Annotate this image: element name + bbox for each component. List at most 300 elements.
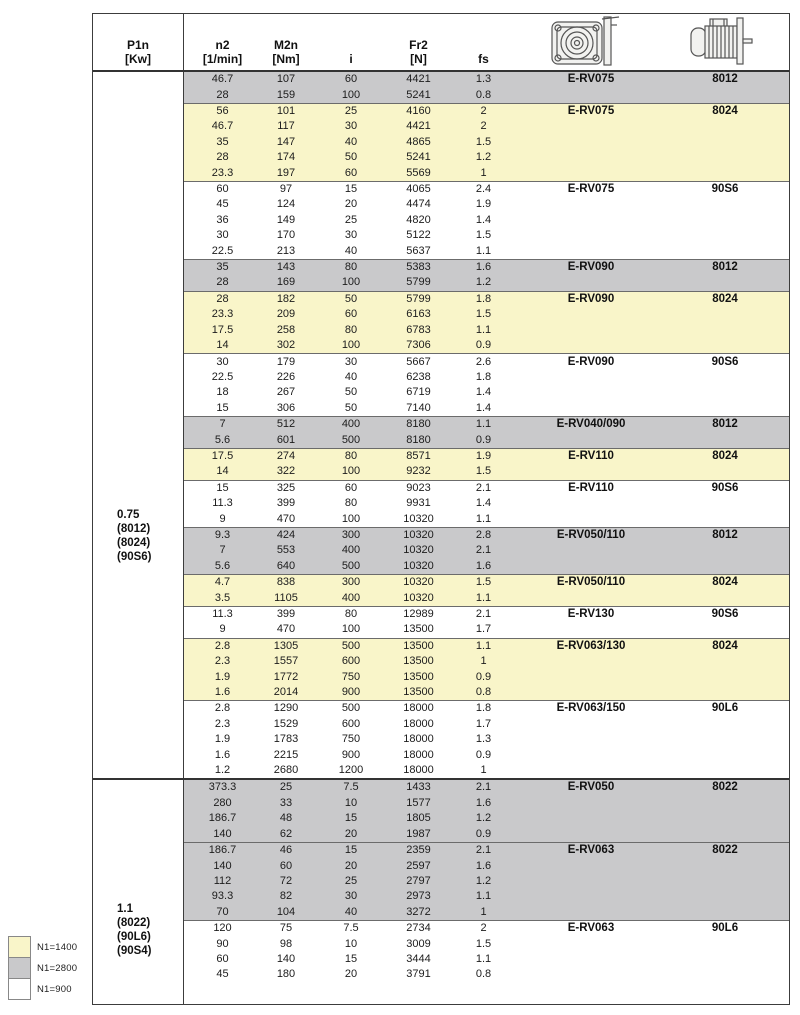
table-row	[184, 307, 789, 322]
table-row	[184, 936, 789, 951]
p1n-line: (90L6)	[117, 931, 151, 944]
i-value: 30	[344, 355, 358, 368]
motor-size: 90L6	[711, 702, 739, 715]
table-row	[184, 119, 789, 134]
table-row	[184, 260, 789, 275]
i-value: 500	[341, 639, 361, 652]
fs-value: 1.1	[475, 244, 492, 257]
table-row	[184, 921, 789, 936]
p1n-line: (8022)	[117, 917, 151, 930]
i-value: 80	[344, 608, 358, 621]
n2-value: 1.9	[214, 670, 231, 683]
table-row	[184, 559, 789, 574]
m2n-value: 302	[276, 339, 296, 352]
fs-value: 0.9	[475, 339, 492, 352]
i-value: 30	[344, 120, 358, 133]
n2-value: 7	[219, 544, 226, 557]
m2n-value: 226	[276, 370, 296, 383]
p1n-section	[93, 778, 789, 1004]
fs-value: 1.4	[475, 386, 492, 399]
table-row	[184, 243, 789, 258]
rating-group	[184, 104, 789, 182]
fr2-value: 2973	[406, 890, 431, 903]
n2-value: 46.7	[211, 120, 234, 133]
i-value: 400	[341, 544, 361, 557]
i-value: 50	[344, 151, 358, 164]
p1n-section	[93, 72, 789, 778]
i-value: 80	[344, 261, 358, 274]
fr2-value: 9931	[406, 497, 431, 510]
m2n-value: 1557	[273, 655, 299, 668]
fs-value: 0.8	[475, 686, 492, 699]
table-row	[184, 150, 789, 165]
fr2-value: 1577	[406, 796, 431, 809]
motor-size: 8012	[712, 261, 738, 274]
table-row	[184, 811, 789, 826]
n2-value: 2.8	[214, 702, 231, 715]
rating-group	[184, 639, 789, 702]
table-row	[184, 449, 789, 464]
fs-value: 0.9	[475, 827, 492, 840]
i-value: 80	[344, 449, 358, 462]
n2-value: 280	[213, 796, 232, 809]
table-row	[184, 575, 789, 590]
fr2-value: 5799	[406, 276, 431, 289]
fs-value: 2	[480, 105, 487, 118]
table-row	[184, 967, 789, 982]
model-name: E-RV063	[567, 844, 615, 857]
i-value: 300	[341, 576, 361, 589]
fs-value: 1.3	[475, 733, 492, 746]
p1n-cell	[93, 780, 184, 1004]
n2-value: 22.5	[211, 370, 234, 383]
legend-item	[8, 957, 77, 979]
i-value: 100	[341, 512, 361, 525]
fs-value: 1.1	[475, 512, 492, 525]
ratings-table	[92, 13, 790, 1005]
fs-value: 1.5	[475, 576, 492, 589]
n2-value: 46.7	[211, 73, 234, 86]
motor-size: 90S6	[711, 608, 739, 621]
legend-label: N1=900	[37, 983, 72, 995]
fs-value: 1.1	[475, 418, 492, 431]
fr2-value: 7306	[406, 339, 431, 352]
fr2-value: 10320	[403, 528, 434, 541]
fr2-value: 4820	[406, 213, 431, 226]
table-body	[93, 72, 789, 1004]
i-value: 500	[341, 559, 361, 572]
n2-value: 15	[216, 481, 229, 494]
n2-value: 90	[216, 937, 229, 950]
legend-swatch	[8, 957, 31, 979]
fs-value: 1.3	[475, 73, 492, 86]
model-name: E-RV063/130	[556, 639, 626, 652]
n2-value: 35	[216, 261, 229, 274]
motor-size: 8024	[712, 576, 738, 589]
i-value: 25	[344, 874, 358, 887]
m2n-value: 60	[279, 859, 293, 872]
m2n-value: 1772	[273, 670, 299, 683]
fr2-value: 5637	[406, 244, 431, 257]
n2-value: 70	[216, 905, 229, 918]
col-header-n2-line1: n2	[215, 38, 230, 52]
fs-value: 1	[480, 655, 487, 668]
fr2-value: 2597	[406, 859, 431, 872]
p1n-cell	[93, 72, 184, 778]
n2-value: 45	[216, 968, 229, 981]
rating-group	[184, 260, 789, 292]
table-row	[184, 292, 789, 307]
motor-size: 8012	[712, 528, 738, 541]
m2n-value: 107	[276, 73, 296, 86]
m2n-value: 1529	[273, 717, 299, 730]
p1n-value	[117, 508, 152, 564]
fr2-value: 3009	[406, 937, 431, 950]
m2n-value: 140	[276, 952, 296, 965]
m2n-value: 124	[276, 198, 296, 211]
m2n-value: 101	[276, 105, 296, 118]
fr2-value: 2797	[406, 874, 431, 887]
m2n-value: 1783	[273, 733, 299, 746]
table-row	[184, 685, 789, 700]
i-value: 15	[344, 812, 358, 825]
fr2-value: 6238	[406, 370, 431, 383]
fs-value: 1.5	[475, 229, 492, 242]
table-row	[184, 182, 789, 197]
m2n-value: 174	[276, 151, 296, 164]
m2n-value: 182	[276, 292, 296, 305]
n2-value: 93.3	[211, 890, 234, 903]
n2-value: 140	[213, 859, 232, 872]
m2n-value: 399	[276, 608, 296, 621]
n2-value: 373.3	[208, 781, 237, 794]
n2-value: 14	[216, 465, 229, 478]
rating-group	[184, 417, 789, 449]
fs-value: 0.9	[475, 670, 492, 683]
n2-value: 18	[216, 386, 229, 399]
fr2-value: 18000	[403, 748, 434, 761]
col-header-ratio	[311, 14, 391, 70]
i-value: 100	[341, 276, 361, 289]
n2-value: 2.3	[214, 655, 231, 668]
fs-value: 1.6	[475, 859, 492, 872]
fr2-value: 4474	[406, 198, 431, 211]
fr2-value: 6719	[406, 386, 431, 399]
i-value: 80	[344, 323, 358, 336]
rating-groups	[184, 72, 789, 778]
i-value: 300	[341, 528, 361, 541]
speed-legend	[8, 937, 77, 1000]
model-name: E-RV063	[567, 922, 615, 935]
fr2-value: 4421	[406, 73, 431, 86]
fr2-value: 5122	[406, 229, 431, 242]
rating-group	[184, 182, 789, 260]
legend-label: N1=1400	[37, 941, 78, 953]
table-row	[184, 528, 789, 543]
col-header-gearbox	[521, 14, 661, 70]
fr2-value: 13500	[403, 655, 434, 668]
n2-value: 30	[216, 229, 229, 242]
n2-value: 28	[216, 292, 229, 305]
n2-value: 60	[216, 183, 229, 196]
m2n-value: 838	[276, 576, 296, 589]
fs-value: 2.1	[475, 608, 492, 621]
m2n-value: 46	[279, 844, 293, 857]
model-name: E-RV110	[568, 449, 614, 462]
fs-value: 0.9	[475, 748, 492, 761]
i-value: 600	[341, 655, 361, 668]
motor-size: 8024	[712, 105, 738, 118]
fr2-value: 3791	[406, 968, 431, 981]
fr2-value: 12989	[403, 608, 434, 621]
n2-value: 1.9	[214, 733, 231, 746]
m2n-value: 82	[279, 890, 293, 903]
model-name: E-RV090	[567, 292, 615, 305]
i-value: 40	[344, 905, 358, 918]
table-row	[184, 228, 789, 243]
fr2-value: 5667	[406, 355, 431, 368]
fs-value: 1.9	[475, 198, 492, 211]
n2-value: 23.3	[211, 166, 234, 179]
table-row	[184, 717, 789, 732]
table-row	[184, 780, 789, 795]
m2n-value: 601	[276, 433, 296, 446]
n2-value: 1.2	[214, 764, 231, 777]
n2-value: 5.6	[214, 433, 231, 446]
fr2-value: 4160	[406, 105, 431, 118]
rating-group	[184, 780, 789, 843]
col-header-m2n-line1: M2n	[274, 38, 298, 52]
fr2-value: 4065	[406, 183, 431, 196]
i-value: 60	[344, 481, 358, 494]
i-value: 40	[344, 370, 358, 383]
fs-value: 2.1	[475, 481, 492, 494]
col-header-p1n	[93, 14, 184, 70]
col-header-m2n	[261, 14, 311, 70]
fr2-value: 5241	[406, 88, 431, 101]
table-header	[93, 14, 789, 72]
m2n-value: 209	[276, 308, 296, 321]
n2-value: 17.5	[211, 323, 234, 336]
n2-value: 9	[219, 623, 226, 636]
fr2-value: 5383	[406, 261, 431, 274]
fr2-value: 18000	[403, 702, 434, 715]
fr2-value: 7140	[406, 401, 431, 414]
table-row	[184, 889, 789, 904]
m2n-value: 170	[276, 229, 296, 242]
rating-group	[184, 575, 789, 607]
n2-value: 28	[216, 88, 229, 101]
i-value: 60	[344, 73, 358, 86]
table-row	[184, 370, 789, 385]
m2n-value: 512	[276, 418, 296, 431]
n2-value: 3.5	[214, 591, 231, 604]
table-row	[184, 87, 789, 102]
table-row	[184, 197, 789, 212]
fs-value: 2.1	[475, 844, 492, 857]
model-name: E-RV063/150	[556, 702, 626, 715]
m2n-value: 180	[276, 968, 296, 981]
rating-group	[184, 354, 789, 417]
col-header-ratio-label: i	[349, 51, 353, 66]
n2-value: 9.3	[214, 528, 231, 541]
m2n-value: 197	[276, 166, 296, 179]
n2-value: 11.3	[212, 608, 233, 621]
n2-value: 1.6	[214, 686, 231, 699]
rating-group	[184, 449, 789, 481]
fs-value: 1.8	[475, 702, 492, 715]
col-header-m2n-line2: [Nm]	[272, 51, 300, 66]
table-row	[184, 72, 789, 87]
fs-value: 1	[480, 166, 487, 179]
table-row	[184, 747, 789, 762]
m2n-value: 143	[276, 261, 296, 274]
i-value: 100	[341, 465, 361, 478]
table-row	[184, 827, 789, 842]
m2n-value: 267	[276, 386, 296, 399]
table-row	[184, 385, 789, 400]
p1n-line: (8024)	[117, 537, 151, 549]
fr2-value: 13500	[403, 639, 434, 652]
fr2-value: 18000	[403, 717, 434, 730]
table-row	[184, 654, 789, 669]
i-value: 100	[341, 339, 361, 352]
fr2-value: 4421	[406, 120, 431, 133]
fr2-value: 6163	[406, 308, 431, 321]
n2-value: 2.3	[214, 717, 231, 730]
fr2-value: 9232	[406, 465, 431, 478]
p1n-line: (90S6)	[117, 551, 152, 563]
motor-size: 8012	[712, 418, 738, 431]
i-value: 15	[344, 952, 358, 965]
col-header-n2	[184, 14, 261, 70]
m2n-value: 424	[276, 528, 296, 541]
m2n-value: 2014	[273, 686, 299, 699]
model-name: E-RV075	[567, 105, 615, 118]
model-name: E-RV110	[568, 481, 614, 494]
m2n-value: 553	[276, 544, 296, 557]
i-value: 80	[344, 497, 358, 510]
col-header-n2-line2: [1/min]	[202, 51, 243, 66]
p1n-line: 1.1	[117, 903, 133, 916]
m2n-value: 1305	[273, 639, 299, 652]
n2-value: 7	[219, 418, 226, 431]
table-row	[184, 639, 789, 654]
rating-group	[184, 481, 789, 528]
table-row	[184, 354, 789, 369]
m2n-value: 25	[279, 781, 293, 794]
rating-group	[184, 607, 789, 639]
fs-value: 1.1	[475, 591, 492, 604]
fs-value: 2.1	[475, 781, 492, 794]
motor-size: 8024	[712, 639, 738, 652]
fs-value: 0.8	[475, 968, 492, 981]
m2n-value: 147	[276, 135, 296, 148]
fs-value: 1.5	[475, 937, 492, 950]
n2-value: 28	[216, 151, 229, 164]
table-row	[184, 165, 789, 180]
fr2-value: 2359	[406, 844, 431, 857]
i-value: 400	[341, 418, 361, 431]
n2-value: 36	[216, 213, 229, 226]
table-row	[184, 905, 789, 920]
rating-group	[184, 843, 789, 921]
n2-value: 60	[216, 952, 229, 965]
fr2-value: 4865	[406, 135, 431, 148]
n2-value: 2.8	[214, 639, 231, 652]
i-value: 50	[344, 292, 358, 305]
i-value: 900	[341, 686, 361, 699]
fs-value: 1	[480, 764, 487, 777]
motor-size: 90S6	[711, 481, 739, 494]
fs-value: 1.1	[475, 323, 492, 336]
fr2-value: 5569	[406, 166, 431, 179]
i-value: 7.5	[343, 922, 359, 935]
n2-value: 28	[216, 276, 229, 289]
n2-value: 35	[216, 135, 229, 148]
fs-value: 2.8	[475, 528, 492, 541]
model-name: E-RV050/110	[556, 528, 626, 541]
m2n-value: 399	[276, 497, 296, 510]
i-value: 15	[344, 844, 358, 857]
col-header-fr2-line1: Fr2	[409, 38, 428, 52]
model-name: E-RV040/090	[556, 418, 626, 431]
fr2-value: 13500	[403, 623, 434, 636]
m2n-value: 33	[279, 796, 293, 809]
m2n-value: 2215	[273, 748, 299, 761]
m2n-value: 1290	[273, 702, 299, 715]
fs-value: 1.5	[475, 308, 492, 321]
fs-value: 1.6	[475, 796, 492, 809]
motor-size: 8012	[712, 73, 738, 86]
legend-swatch	[8, 936, 31, 958]
fr2-value: 5241	[406, 151, 431, 164]
fs-value: 1.5	[475, 465, 492, 478]
rating-group	[184, 528, 789, 575]
fr2-value: 10320	[403, 576, 434, 589]
fr2-value: 9023	[406, 481, 431, 494]
i-value: 750	[341, 670, 361, 683]
m2n-value: 258	[276, 323, 296, 336]
fs-value: 2.4	[475, 183, 492, 196]
n2-value: 22.5	[211, 244, 234, 257]
table-row	[184, 481, 789, 496]
n2-value: 30	[216, 355, 229, 368]
table-row	[184, 874, 789, 889]
col-header-p1n-line2: [Kw]	[125, 51, 151, 66]
table-row	[184, 135, 789, 150]
table-row	[184, 543, 789, 558]
model-name: E-RV050/110	[556, 576, 626, 589]
n2-value: 14	[216, 339, 229, 352]
i-value: 15	[344, 183, 358, 196]
fr2-value: 1433	[406, 781, 431, 794]
fs-value: 1.5	[475, 135, 492, 148]
legend-item	[8, 978, 77, 1000]
m2n-value: 2680	[273, 764, 299, 777]
table-row	[184, 796, 789, 811]
fs-value: 2	[480, 922, 487, 935]
rating-group	[184, 292, 789, 355]
table-row	[184, 701, 789, 716]
fr2-value: 1987	[406, 827, 431, 840]
m2n-value: 179	[276, 355, 296, 368]
n2-value: 4.7	[214, 576, 231, 589]
m2n-value: 97	[279, 183, 293, 196]
fr2-value: 2734	[406, 922, 431, 935]
fr2-value: 18000	[403, 764, 434, 777]
table-row	[184, 511, 789, 526]
